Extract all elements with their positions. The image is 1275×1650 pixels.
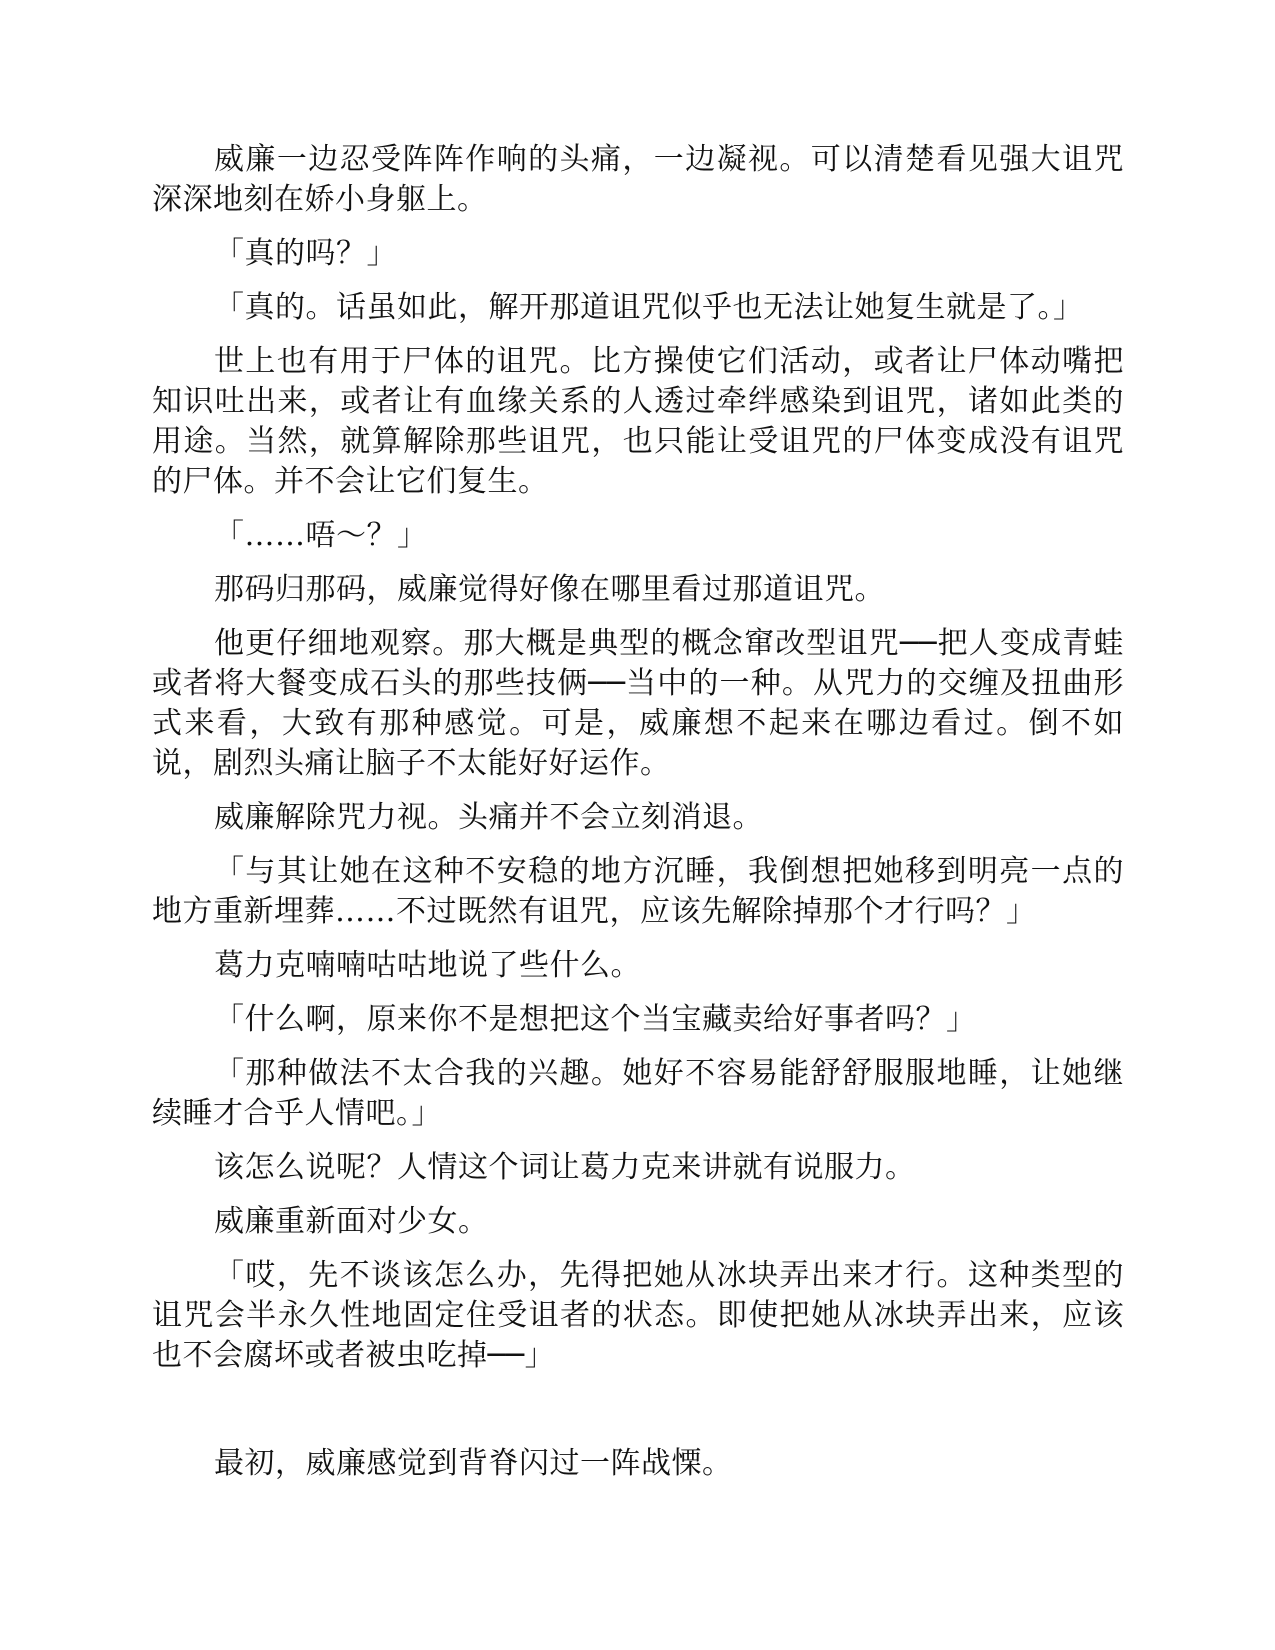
paragraph: 那码归那码，威廉觉得好像在哪里看过那道诅咒。	[214, 572, 885, 607]
paragraph: 葛力克喃喃咕咕地说了些什么。	[214, 948, 641, 983]
dialogue-line: 「真的。话虽如此，解开那道诅咒似乎也无法让她复生就是了。」	[214, 290, 1084, 325]
paragraph: 世上也有用于尸体的诅咒。比方操使它们活动，或者让尸体动嘴把知识吐出来，或者让有血缘关系的人透过牵绊感染到诅咒，诸如此类的用途。当然，就算解除那些诅咒，也只能让受诅咒的尸体变成没有诅咒的尸体。并不会让它们复生。	[152, 344, 1124, 499]
paragraph: 该怎么说呢？人情这个词让葛力克来讲就有说服力。	[214, 1150, 916, 1185]
dialogue-line: 「哎，先不谈该怎么办，先得把她从冰块弄出来才行。这种类型的诅咒会半永久性地固定住受诅者的状态。即使把她从冰块弄出来，应该也不会腐坏或者被虫吃掉──」	[152, 1258, 1124, 1373]
body-text	[152, 140, 1124, 1498]
paragraph: 威廉一边忍受阵阵作响的头痛，一边凝视。可以清楚看见强大诅咒深深地刻在娇小身躯上。	[152, 142, 1124, 217]
scene-break	[152, 1390, 1124, 1444]
paragraph: 威廉解除咒力视。头痛并不会立刻消退。	[214, 800, 763, 835]
dialogue-line: 「与其让她在这种不安稳的地方沉睡，我倒想把她移到明亮一点的地方重新埋葬……不过既然有诅咒，应该先解除掉那个才行吗？」	[152, 854, 1124, 929]
dialogue-line: 「真的吗？」	[214, 236, 397, 271]
paragraph: 最初，威廉感觉到背脊闪过一阵战慄。	[214, 1446, 733, 1481]
dialogue-line: 「……唔～？」	[214, 518, 428, 553]
dialogue-line: 「什么啊，原来你不是想把这个当宝藏卖给好事者吗？」	[214, 1002, 977, 1037]
paragraph: 威廉重新面对少女。	[214, 1204, 489, 1239]
paragraph: 他更仔细地观察。那大概是典型的概念窜改型诅咒──把人变成青蛙或者将大餐变成石头的那些技俩──当中的一种。从咒力的交缠及扭曲形式来看，大致有那种感觉。可是，威廉想不起来在哪边看过。倒不如说，剧烈头痛让脑子不太能好好运作。	[152, 626, 1124, 781]
dialogue-line: 「那种做法不太合我的兴趣。她好不容易能舒舒服服地睡，让她继续睡才合乎人情吧。」	[152, 1056, 1124, 1131]
